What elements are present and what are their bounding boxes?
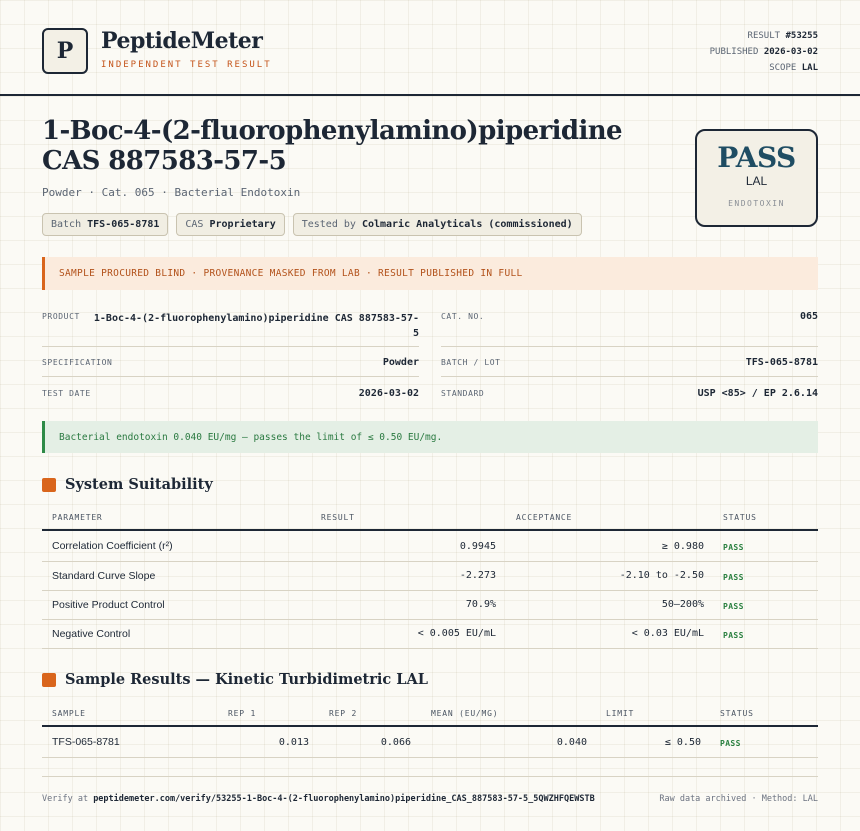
page-title: 1-Boc-4-(2-fluorophenylamino)piperidine CAS 887583-57-5 — [42, 116, 622, 176]
rep2-cell: 0.066 — [380, 737, 411, 748]
result-summary-banner — [42, 421, 818, 453]
result-cell: < 0.005 EU/mL — [417, 628, 496, 639]
divider — [441, 346, 818, 347]
status-badge: PASS — [723, 543, 744, 552]
result-label: RESULT — [747, 31, 781, 41]
row-divider — [42, 757, 818, 758]
result-cell: -2.273 — [459, 570, 496, 581]
chip-value: Colmaric Analyticals (commissioned) — [361, 219, 573, 230]
section-title: Sample Results — Kinetic Turbidimetric LAL — [65, 671, 428, 688]
chip-value: Proprietary — [209, 219, 276, 230]
brand-name: PeptideMeter — [101, 28, 263, 54]
status-badge: PASS — [723, 573, 744, 582]
product-value: 1-Boc-4-(2-fluorophenylamino)piperidine CAS 887583-57-5 — [93, 313, 419, 339]
sample-id-cell: TFS-065-8781 — [52, 736, 120, 748]
published-label: PUBLISHED — [709, 47, 759, 57]
section-title: System Suitability — [65, 476, 213, 493]
brand-logo: P — [42, 28, 88, 74]
standard-value: USP <85> / EP 2.6.14 — [697, 388, 818, 399]
column-header: PARAMETER — [52, 513, 103, 522]
product-label: PRODUCT — [42, 312, 80, 321]
footer-note: Raw data archived · Method: LAL — [659, 794, 818, 804]
verdict-card — [695, 129, 818, 227]
parameter-cell: Negative Control — [52, 628, 131, 640]
page-subtitle: Powder · Cat. 065 · Bacterial Endotoxin — [42, 186, 301, 199]
column-header: SAMPLE — [52, 709, 86, 718]
standard-label: STANDARD — [441, 389, 485, 398]
scope-value: LAL — [801, 63, 818, 73]
verify-link[interactable]: peptidemeter.com/verify/53255-1-Boc-4-(2-fluorophenylamino)piperidine_CAS_887583-57-5_5QWZHFQEWSTB — [93, 794, 595, 804]
brand-tagline: INDEPENDENT TEST RESULT — [101, 60, 272, 70]
verify-line — [42, 794, 595, 804]
acceptance-cell: < 0.03 EU/mL — [631, 628, 704, 639]
section-marker-icon — [42, 673, 56, 687]
row-divider — [42, 590, 818, 591]
column-header: RESULT — [321, 513, 355, 522]
divider — [42, 376, 419, 377]
column-header: REP 2 — [329, 709, 358, 718]
header-divider — [0, 94, 860, 96]
status-badge: PASS — [723, 602, 744, 611]
column-header: LIMIT — [606, 709, 635, 718]
column-header: ACCEPTANCE — [516, 513, 573, 522]
status-badge: PASS — [720, 739, 741, 748]
acceptance-cell: ≥ 0.980 — [661, 541, 704, 552]
test-date-value: 2026-03-02 — [358, 388, 419, 399]
batch-chip — [42, 213, 168, 236]
published-date: 2026-03-02 — [763, 47, 818, 57]
verify-prefix: Verify at — [42, 794, 89, 804]
footer-divider — [42, 776, 818, 777]
table-header-rule — [42, 725, 818, 727]
acceptance-cell: -2.10 to -2.50 — [619, 570, 704, 581]
chip-label: Batch — [51, 219, 82, 230]
blind-sample-notice — [42, 257, 818, 290]
mean-cell: 0.040 — [556, 737, 587, 748]
parameter-cell: Standard Curve Slope — [52, 570, 156, 582]
parameter-cell: Positive Product Control — [52, 599, 165, 611]
parameter-cell: Correlation Coefficient (r²) — [52, 540, 173, 552]
column-header: STATUS — [720, 709, 754, 718]
row-divider — [42, 648, 818, 649]
divider — [42, 346, 419, 347]
chip-label: CAS — [185, 219, 204, 230]
verdict-word: PASS — [717, 141, 796, 174]
section-marker-icon — [42, 478, 56, 492]
result-cell: 70.9% — [465, 599, 496, 610]
divider — [441, 376, 818, 377]
verdict-scope: ENDOTOXIN — [728, 199, 785, 208]
verdict-method: LAL — [745, 174, 768, 188]
batch-lot-value: TFS-065-8781 — [745, 357, 818, 368]
specification-label: SPECIFICATION — [42, 358, 113, 367]
test-date-label: TEST DATE — [42, 389, 91, 398]
cat-no-label: CAT. NO. — [441, 312, 485, 321]
chip-value: TFS-065-8781 — [87, 219, 160, 230]
cat-no-value: 065 — [799, 311, 818, 322]
column-header: MEAN (EU/MG) — [431, 709, 499, 718]
row-divider — [42, 619, 818, 620]
cas-chip — [176, 213, 284, 236]
result-number: #53255 — [785, 31, 818, 41]
summary-text: Bacterial endotoxin 0.040 EU/mg — passes the limit of ≤ 0.50 EU/mg. — [59, 431, 443, 443]
result-meta — [710, 28, 818, 76]
chip-row — [42, 213, 582, 236]
column-header: STATUS — [723, 513, 757, 522]
batch-lot-label: BATCH / LOT — [441, 358, 501, 367]
acceptance-cell: 50–200% — [661, 599, 704, 610]
sample-results-heading — [42, 671, 428, 688]
suitability-heading — [42, 476, 213, 493]
tested-by-chip — [293, 213, 582, 236]
limit-cell: ≤ 0.50 — [664, 737, 701, 748]
chip-label: Tested by — [301, 219, 356, 230]
table-header-rule — [42, 529, 818, 531]
row-divider — [42, 561, 818, 562]
result-cell: 0.9945 — [459, 541, 496, 552]
scope-label: SCOPE — [769, 63, 797, 73]
notice-text: SAMPLE PROCURED BLIND · PROVENANCE MASKED FROM LAB · RESULT PUBLISHED IN FULL — [59, 268, 523, 279]
specification-value: Powder — [382, 357, 419, 368]
status-badge: PASS — [723, 631, 744, 640]
column-header: REP 1 — [228, 709, 257, 718]
rep1-cell: 0.013 — [278, 737, 309, 748]
